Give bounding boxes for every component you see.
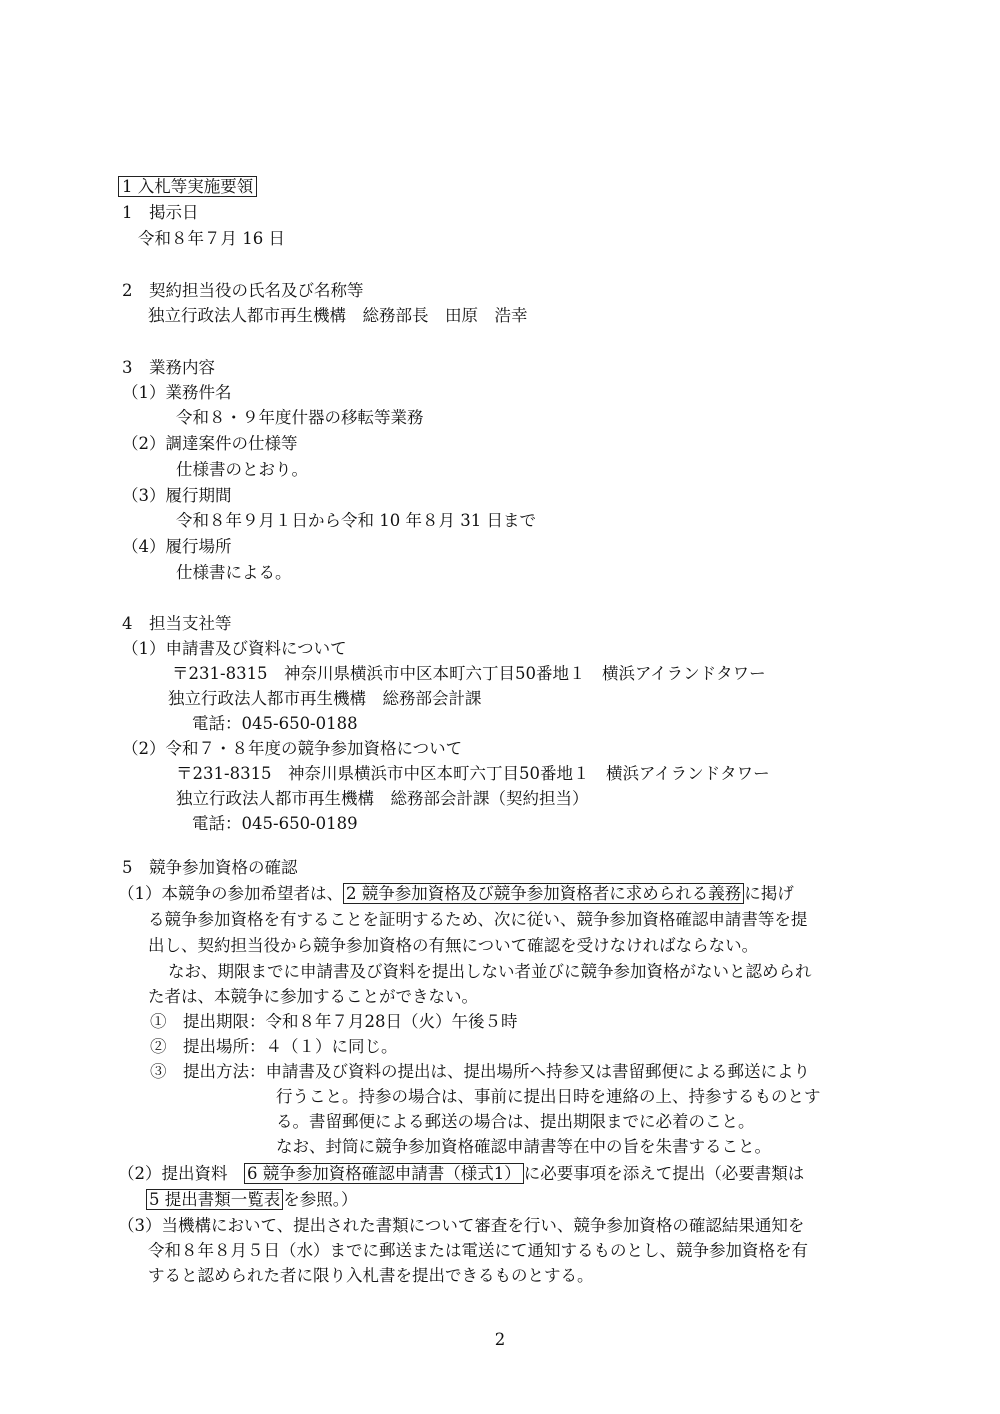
page-number: 2 bbox=[494, 1330, 506, 1349]
s2-name: 独立行政法人都市再生機構 総務部長 田原 浩幸 bbox=[148, 306, 528, 325]
s4-item2-tel: 電話：045-650-0189 bbox=[192, 814, 358, 833]
s5-p1-line5: た者は、本競争に参加することができない。 bbox=[148, 987, 478, 1006]
s4-title: 4 担当支社等 bbox=[122, 614, 232, 633]
s3-item2-text: 仕様書のとおり。 bbox=[176, 460, 308, 479]
s5-p2-line1 bbox=[118, 1162, 804, 1186]
s5-p1-line3: 出し、契約担当役から競争参加資格の有無について確認を受けなければならない。 bbox=[148, 936, 759, 955]
s3-item1-text: 令和８・９年度什器の移転等業務 bbox=[176, 408, 424, 427]
s5-clause3-line2: 行うこと。持参の場合は、事前に提出日時を連絡の上、持参するものとす bbox=[276, 1087, 821, 1106]
section-header-box bbox=[118, 175, 257, 199]
s5-clause1: ① 提出期限：令和８年７月28日（火）午後５時 bbox=[150, 1012, 518, 1031]
s5-p1-line1 bbox=[118, 882, 794, 906]
s1-title: 1 掲示日 bbox=[122, 203, 199, 222]
s5-p1-box: 2 競争参加資格及び競争参加資格者に求められる義務 bbox=[343, 883, 744, 904]
s3-item2-label: （2）調達案件の仕様等 bbox=[122, 434, 298, 453]
s5-clause3-line3: る。書留郵便による郵送の場合は、提出期限までに必着のこと。 bbox=[276, 1112, 755, 1131]
s5-clause2: ② 提出場所：４（１）に同じ。 bbox=[150, 1037, 398, 1056]
s4-item2-label: （2）令和７・８年度の競争参加資格について bbox=[122, 739, 463, 758]
s1-date: 令和８年７月 16 日 bbox=[138, 229, 285, 248]
s4-item2-address: 〒231-8315 神奈川県横浜市中区本町六丁目50番地１ 横浜アイランドタワー bbox=[176, 764, 770, 783]
s5-p1-line2: る競争参加資格を有することを証明するため、次に従い、競争参加資格確認申請書等を提 bbox=[148, 910, 808, 929]
s2-title: 2 契約担当役の氏名及び名称等 bbox=[122, 281, 364, 300]
s5-p2-box: 6 競争参加資格確認申請書（様式1） bbox=[244, 1163, 524, 1184]
s4-item1-tel: 電話：045-650-0188 bbox=[192, 714, 358, 733]
s5-p2-line2 bbox=[146, 1188, 358, 1212]
s4-item1-org: 独立行政法人都市再生機構 総務部会計課 bbox=[168, 689, 482, 708]
s3-item4-label: （4）履行場所 bbox=[122, 537, 232, 556]
s5-p3-line1: （3）当機構において、提出された書類について審査を行い、競争参加資格の確認結果通知を bbox=[118, 1216, 805, 1235]
s3-title: 3 業務内容 bbox=[122, 358, 215, 377]
s4-item2-org: 独立行政法人都市再生機構 総務部会計課（契約担当） bbox=[176, 789, 589, 808]
s3-item3-text: 令和８年９月１日から令和 10 年８月 31 日まで bbox=[176, 511, 536, 530]
s5-p2-box2: 5 提出書類一覧表 bbox=[146, 1189, 283, 1210]
s3-item4-text: 仕様書による。 bbox=[176, 563, 292, 582]
s3-item3-label: （3）履行期間 bbox=[122, 486, 232, 505]
s5-p2-pre: （2）提出資料 bbox=[118, 1164, 244, 1183]
s3-item1-label: （1）業務件名 bbox=[122, 383, 232, 402]
s5-p1-line4: なお、期限までに申請書及び資料を提出しない者並びに競争参加資格がないと認められ bbox=[168, 962, 812, 981]
s5-p3-line2: 令和８年８月５日（水）までに郵送または電送にて通知するものとし、競争参加資格を有 bbox=[148, 1241, 808, 1260]
header-box-label: 1 入札等実施要領 bbox=[118, 176, 257, 197]
s4-item1-address: 〒231-8315 神奈川県横浜市中区本町六丁目50番地１ 横浜アイランドタワー bbox=[172, 664, 766, 683]
s5-clause3-line4: なお、封筒に競争参加資格確認申請書等在中の旨を朱書すること。 bbox=[276, 1137, 771, 1156]
s5-p1-post: に掲げ bbox=[744, 884, 794, 903]
s5-p2-post2: を参照。） bbox=[283, 1190, 358, 1209]
s5-p3-line3: すると認められた者に限り入札書を提出できるものとする。 bbox=[148, 1266, 594, 1285]
s4-item1-label: （1）申請書及び資料について bbox=[122, 639, 347, 658]
s5-title: 5 競争参加資格の確認 bbox=[122, 858, 298, 877]
s5-p2-post: に必要事項を添えて提出（必要書類は bbox=[523, 1164, 805, 1183]
s5-p1-pre: （1）本競争の参加希望者は、 bbox=[118, 884, 343, 903]
s5-clause3: ③ 提出方法：申請書及び資料の提出は、提出場所へ持参又は書留郵便による郵送により bbox=[150, 1062, 810, 1081]
